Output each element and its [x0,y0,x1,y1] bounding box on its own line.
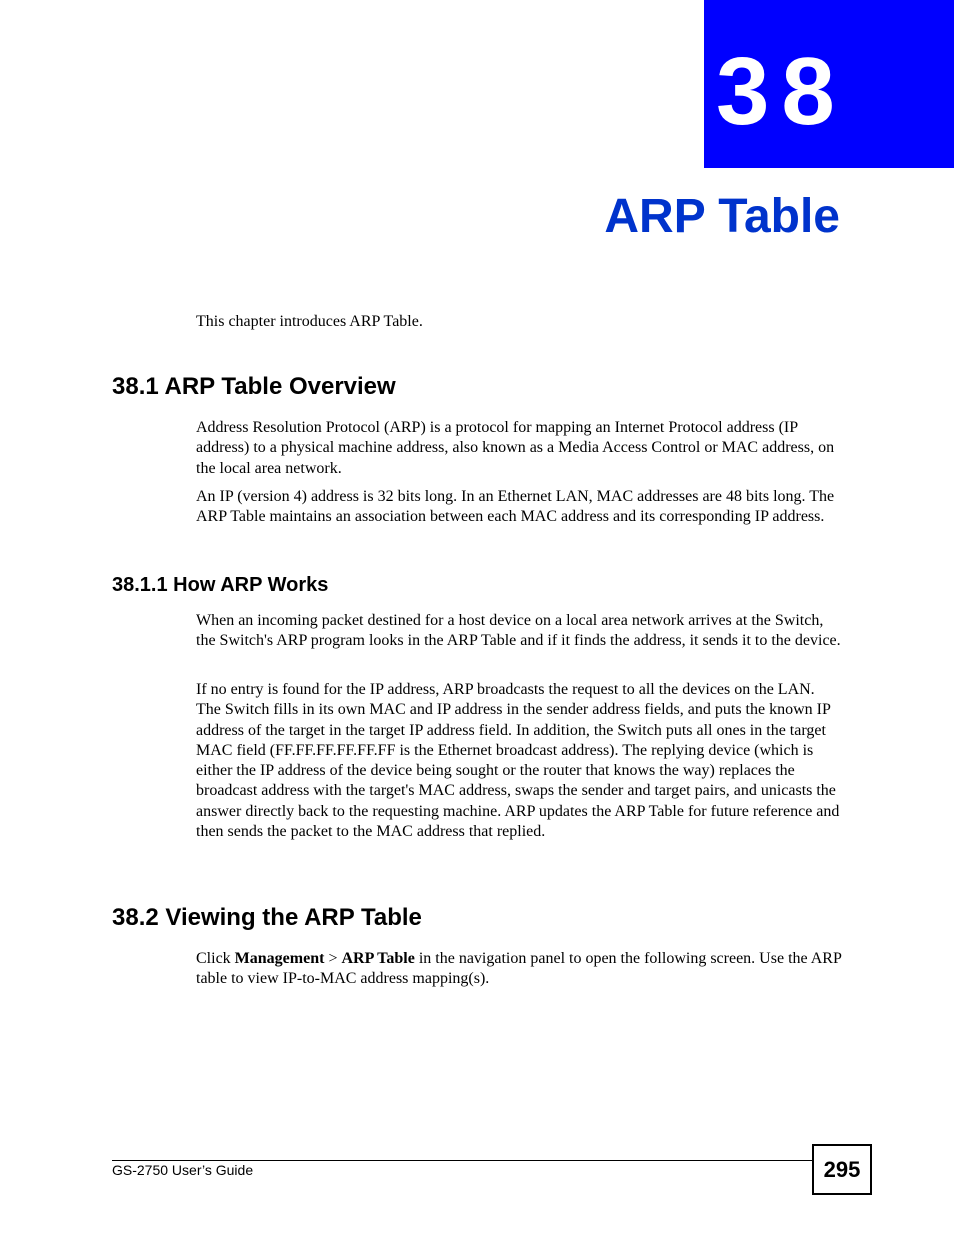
how-arp-works-paragraph-1: When an incoming packet destined for a host device on a local area network arrives at the Switch, the Switch's ARP program looks in the ARP Table and if it finds the address, it sends it to the device. [196,612,841,650]
subsection-heading-how-arp-works: 38.1.1 How ARP Works [112,574,329,596]
chapter-number: 38 [716,38,847,145]
footer-guide-title: GS-2750 User’s Guide [112,1162,254,1178]
how-arp-works-paragraph-2: If no entry is found for the IP address, ARP broadcasts the request to all the devices on the LAN. The Switch fills in its own MAC and IP address in the sender address fields, and puts the known IP address of the target in the target IP address field. In addition, the Switch puts all ones in the target MAC field (FF.FF.FF.FF.FF.FF is the Ethernet broadcast address). The replying device (which is either the IP address of the device being sought or the router that knows the way) replaces the broadcast address with the target's MAC address, swaps the sender and target pairs, and unicasts the answer directly back to the requesting machine. ARP updates the ARP Table for future reference and then sends the packet to the MAC address that replied. [196,681,840,841]
chapter-intro: This chapter introduces ARP Table. [196,313,423,330]
footer-rule [112,1160,812,1161]
viewing-text-tail: in the navigation panel to open the following screen. Use the ARP table to view IP-to-MAC address mapping(s). [196,950,842,988]
chapter-number-box [704,0,954,168]
overview-paragraph-2: An IP (version 4) address is 32 bits long. In an Ethernet LAN, MAC addresses are 48 bits long. The ARP Table maintains an association between each MAC address and its corresponding IP address. [196,488,835,526]
overview-paragraph-1: Address Resolution Protocol (ARP) is a protocol for mapping an Internet Protocol address (IP address) to a physical machine address, also known as a Media Access Control or MAC address, on the local area network. [196,419,835,477]
section-heading-overview: 38.1 ARP Table Overview [112,373,396,400]
chapter-title: ARP Table [604,190,840,243]
menu-path-arp-table: ARP Table [341,950,415,967]
section-heading-viewing: 38.2 Viewing the ARP Table [112,904,422,931]
page-number: 295 [812,1144,872,1195]
viewing-text-lead: Click [196,950,235,967]
menu-path-management: Management [234,950,325,967]
menu-path-separator: > [324,950,342,967]
viewing-paragraph [196,949,842,990]
